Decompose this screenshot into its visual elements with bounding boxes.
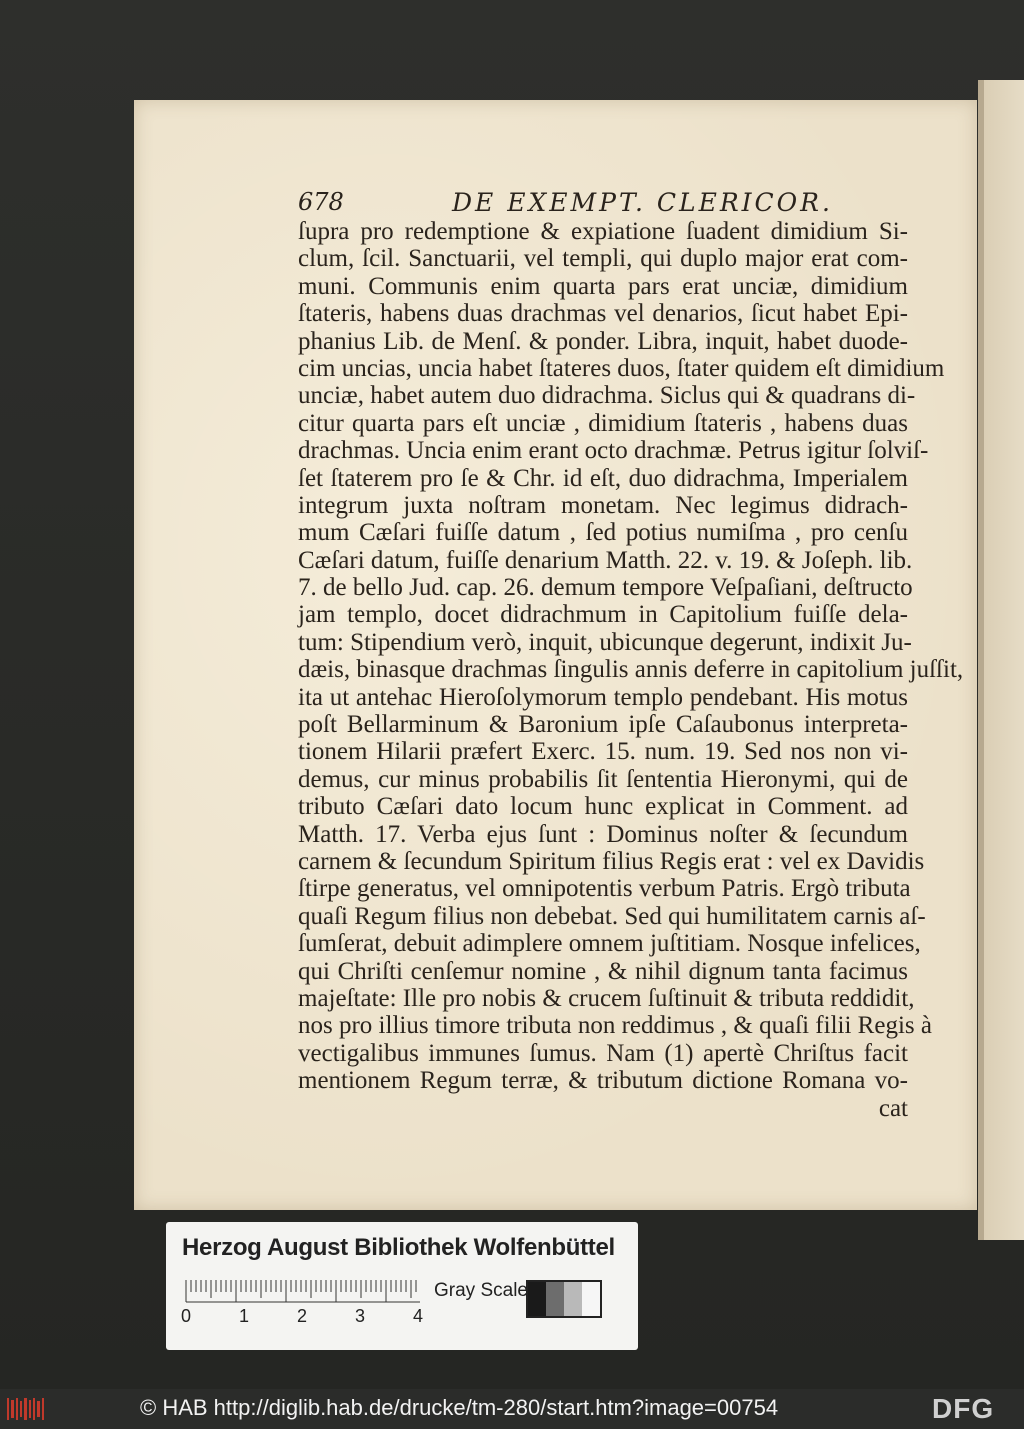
text-line: ſet ſtaterem pro ſe & Chr. id eſt, duo didrachma, Imperialem — [298, 464, 908, 492]
gray-swatch — [528, 1282, 546, 1316]
text-line: majeſtate: Ille pro nobis & crucem ſuſtinuit & tributa reddidit, — [298, 984, 915, 1012]
gray-scale-label: Gray Scale — [434, 1280, 528, 1301]
text-line: ſtateris, habens duas drachmas vel denarios, ſicut habet Epi- — [298, 300, 908, 328]
text-line: Matth. 17. Verba ejus ſunt : Dominus noſter & ſecundum — [298, 820, 908, 848]
text-line: drachmas. Uncia enim erant octo drachmæ. Petrus igitur ſolviſ- — [298, 437, 929, 465]
text-line: muni. Communis enim quarta pars erat unciæ, dimidium — [298, 272, 908, 300]
color-calibration-card — [166, 1222, 638, 1350]
gray-scale-swatches — [526, 1280, 602, 1318]
page-number: 678 — [298, 188, 344, 216]
text-line: demus, cur minus probabilis ſit ſententia Hieronymi, qui de — [298, 765, 908, 793]
ruler-number: 0 — [180, 1306, 192, 1324]
adjacent-page-edge — [978, 80, 1024, 1240]
ruler-number: 3 — [354, 1306, 366, 1324]
text-line: ſumſerat, debuit adimplere omnem juſtitiam. Nosque infelices, — [298, 930, 921, 958]
text-line: qui Chriſti cenſemur nomine , & nihil dignum tanta facimus — [298, 957, 908, 985]
text-line: nos pro illius timore tributa non reddimus , & quaſi filii Regis à — [298, 1012, 932, 1040]
text-line: integrum juxta noſtram monetam. Nec legimus didrach- — [298, 491, 908, 519]
footer-bar — [0, 1389, 1024, 1429]
text-line: poſt Bellarminum & Baronium ipſe Caſaubonus interpreta- — [298, 711, 908, 739]
ruler-number: 1 — [238, 1306, 250, 1324]
text-line: phanius Lib. de Menſ. & ponder. Libra, inquit, habet duode- — [298, 327, 908, 355]
running-title: DE EXEMPT. CLERICOR. — [452, 188, 833, 217]
text-line: unciæ, habet autem duo didrachma. Siclus qui & quadrans di- — [298, 382, 916, 410]
text-line: cim uncias, uncia habet ſtateres duos, ſtater quidem eſt dimidium — [298, 354, 945, 382]
text-line: dæis, binasque drachmas ſingulis annis deferre in capitolium juſſit, — [298, 656, 964, 684]
text-line: vectigalibus immunes ſumus. Nam (1) apertè Chriſtus facit — [298, 1039, 908, 1067]
gray-swatch — [546, 1282, 564, 1316]
text-line: carnem & ſecundum Spiritum filius Regis erat : vel ex Davidis — [298, 847, 925, 875]
dfg-logo: DFG — [932, 1393, 995, 1424]
text-line: cat — [878, 1094, 908, 1122]
page-header — [298, 188, 908, 222]
ruler-number: 4 — [412, 1306, 424, 1324]
ruler-number: 2 — [296, 1306, 308, 1324]
barcode-icon — [6, 1396, 46, 1422]
ruler-scale — [180, 1280, 436, 1324]
gray-swatch — [564, 1282, 582, 1316]
text-line: tionem Hilarii præfert Exerc. 15. num. 19. Sed nos non vi- — [298, 738, 908, 766]
text-line: ſtirpe generatus, vel omnipotentis verbum Patris. Ergò tributa — [298, 875, 911, 903]
text-line: quaſi Regum filius non debebat. Sed qui humilitatem carnis aſ- — [298, 902, 926, 930]
body-text — [298, 218, 964, 1122]
text-line: mentionem Regum terræ, & tributum dictione Romana vo- — [298, 1067, 908, 1095]
text-line: citur quarta pars eſt unciæ , dimidium ſtateris , habens duas — [298, 409, 908, 437]
card-title: Herzog August Bibliothek Wolfenbüttel — [182, 1234, 615, 1261]
text-line: clum, ſcil. Sanctuarii, vel templi, qui duplo major erat com- — [298, 245, 908, 273]
gray-swatch — [582, 1282, 600, 1316]
text-line: Cæſari datum, fuiſſe denarium Matth. 22. v. 19. & Joſeph. lib. — [298, 546, 913, 574]
copyright-link[interactable]: © HAB http://diglib.hab.de/drucke/tm-280/start.htm?image=00754 — [140, 1395, 779, 1420]
text-line: jam templo, docet didrachmum in Capitolium fuiſſe dela- — [298, 601, 908, 629]
text-line: ſupra pro redemptione & expiatione ſuadent dimidium Si- — [298, 218, 908, 245]
text-line: 7. de bello Jud. cap. 26. demum tempore Veſpaſiani, deſtructo — [298, 574, 913, 602]
text-line: ita ut antehac Hieroſolymorum templo pendebant. His motus — [298, 683, 908, 711]
text-line: tum: Stipendium verò, inquit, ubicunque degerunt, indixit Ju- — [298, 628, 912, 656]
text-line: mum Cæſari fuiſſe datum , ſed potius numiſma , pro cenſu — [298, 519, 908, 547]
text-line: tributo Cæſari dato locum hunc explicat in Comment. ad — [298, 793, 908, 821]
